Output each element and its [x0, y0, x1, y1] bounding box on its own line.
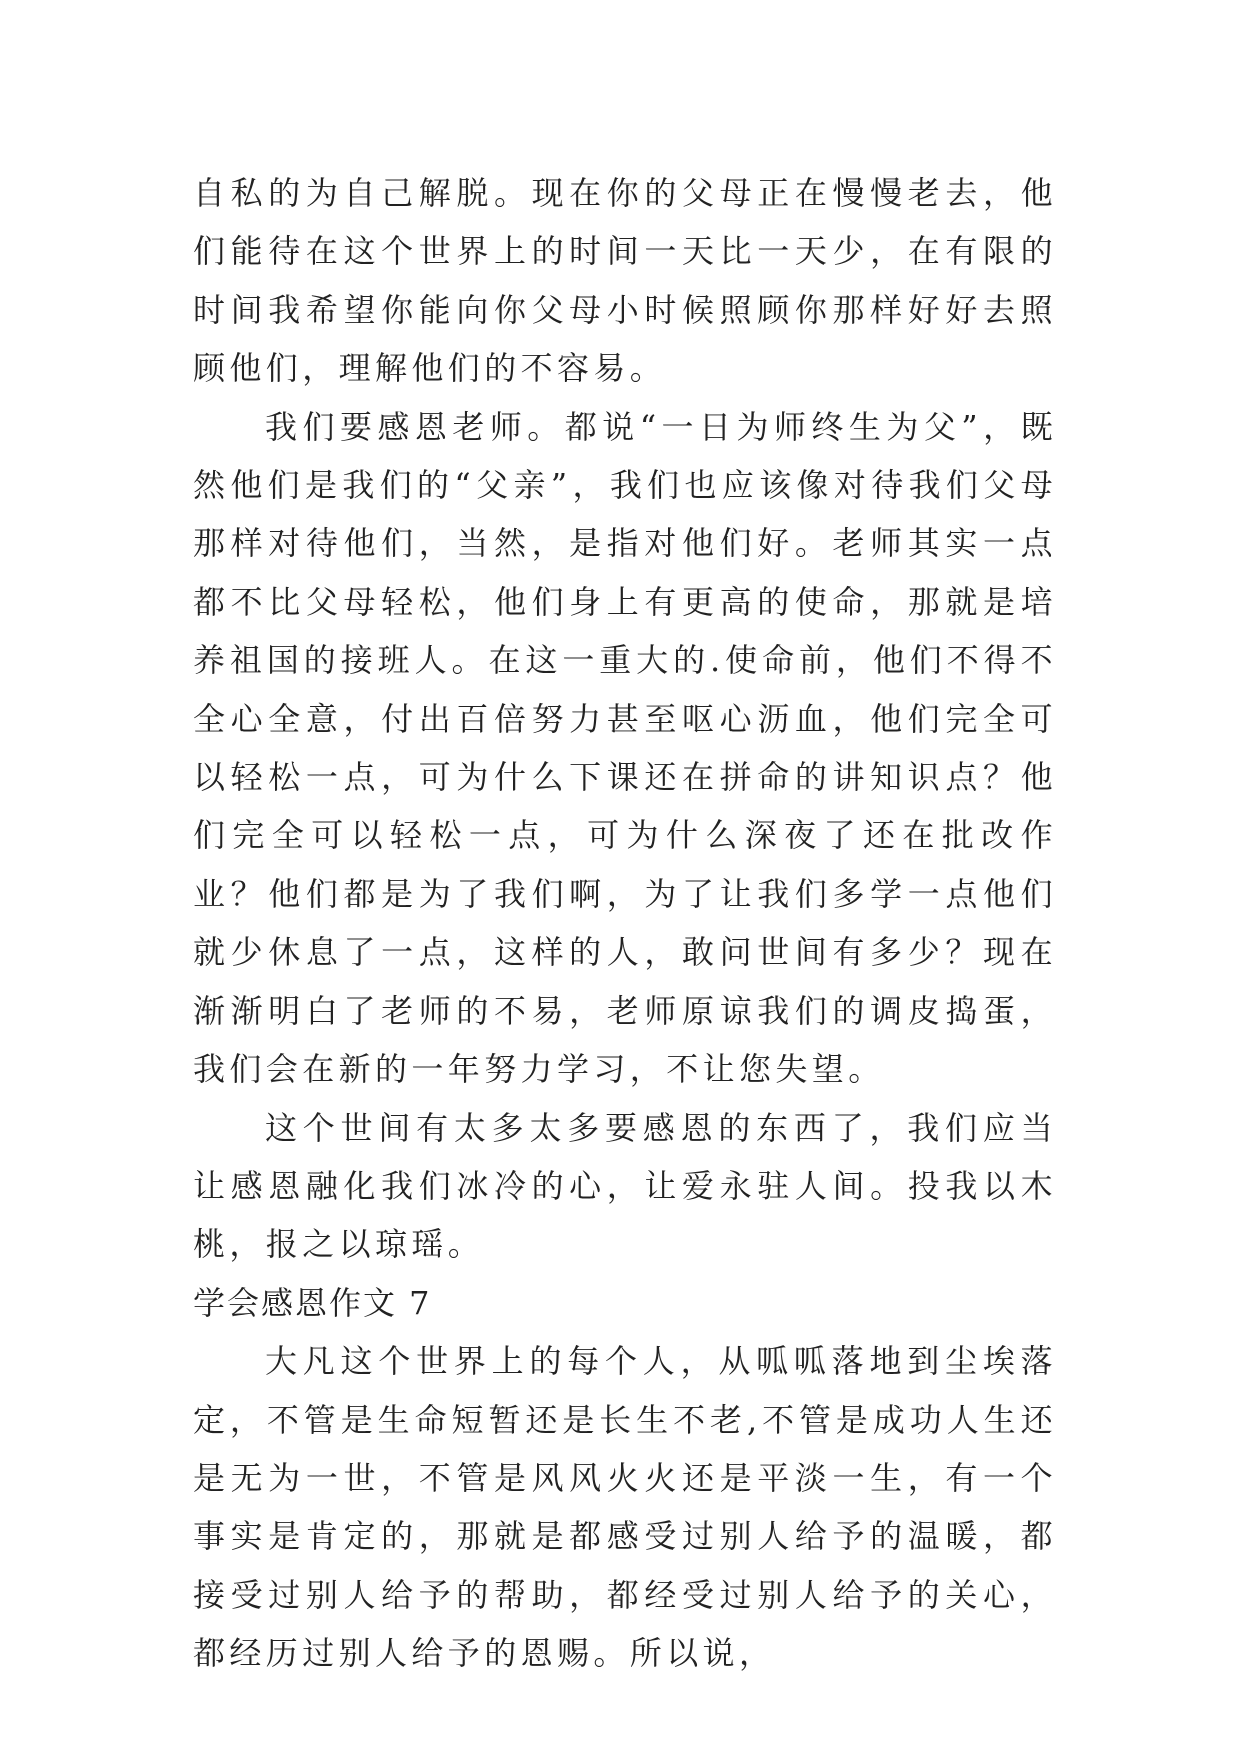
document-body: [193, 164, 1057, 1683]
paragraph-thank-teachers: 我们要感恩老师。都说“一日为师终生为父”，既然他们是我们的“父亲”，我们也应该像对待我们父母那样对待他们，当然，是指对他们好。老师其实一点都不比父母轻松，他们身上有更高的使命，那就是培养祖国的接班人。在这一重大的.使命前，他们不得不全心全意，付出百倍努力甚至呕心沥血，他们完全可以轻松一点，可为什么下课还在拼命的讲知识点？他们完全可以轻松一点，可为什么深夜了还在批改作业？他们都是为了我们啊，为了让我们多学一点他们就少休息了一点，这样的人，敢问世间有多少？现在渐渐明白了老师的不易，老师原谅我们的调皮捣蛋，我们会在新的一年努力学习，不让您失望。: [193, 407, 1057, 1089]
paragraph-essay-7-intro: 大凡这个世界上的每个人，从呱呱落地到尘埃落定，不管是生命短暂还是长生不老,不管是成功人生还是无为一世，不管是风风火火还是平淡一生，有一个事实是肯定的，那就是都感受过别人给予的温暖，都接受过别人给予的帮助，都经受过别人给予的关心，都经历过别人给予的恩赐。所以说，: [193, 1342, 1057, 1673]
paragraph-continuation: 自私的为自己解脱。现在你的父母正在慢慢老去，他们能待在这个世界上的时间一天比一天少，在有限的时间我希望你能向你父母小时候照顾你那样好好去照顾他们，理解他们的不容易。: [193, 174, 1057, 388]
section-heading: 学会感恩作文 7: [193, 1283, 432, 1322]
paragraph-conclusion: 这个世间有太多太多要感恩的东西了，我们应当让感恩融化我们冰冷的心，让爱永驻人间。投我以木桃，报之以琼瑶。: [193, 1108, 1057, 1264]
